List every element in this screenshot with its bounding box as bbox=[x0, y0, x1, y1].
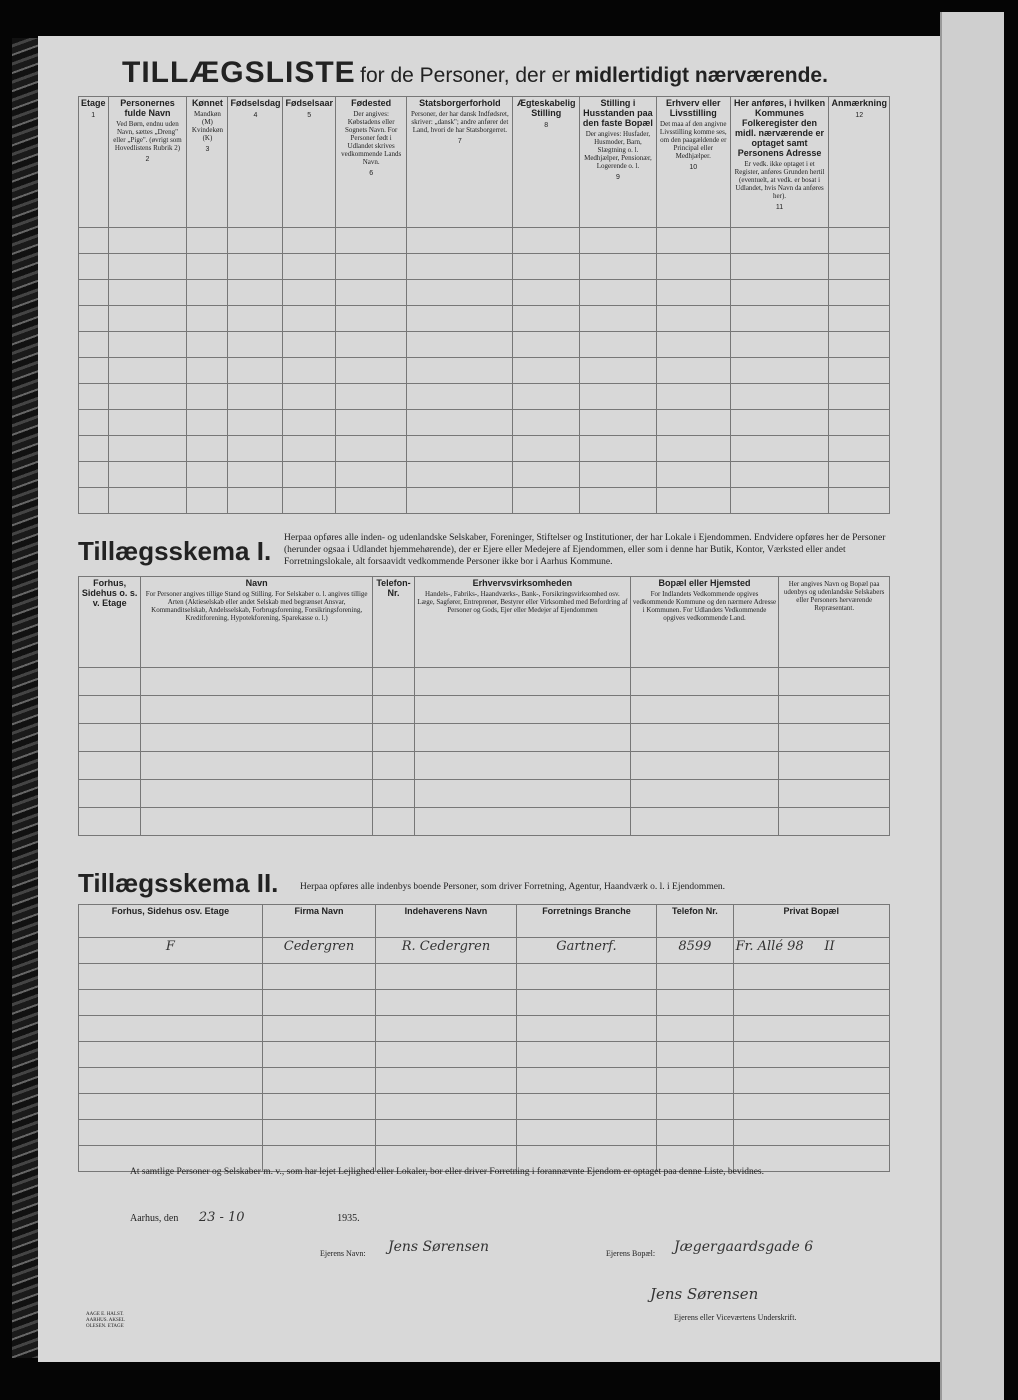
skema1-title: Tillægsskema I. bbox=[78, 536, 272, 566]
skema2-row bbox=[79, 1016, 890, 1042]
list-row bbox=[79, 254, 890, 280]
cell-bopael: Fr. Allé 98 II bbox=[733, 938, 889, 964]
skema1-header: Erhvervsvirksomheden Handels-, Fabriks-, Haandværks-, Bank-, Forsikringsvirksomhed osv. Læge, Sagfører, Entreprenør, Bestyrer eller Virksomhed med Befordring af Personer og Gods, Ejer eller Medejer af Ejendommen bbox=[415, 577, 631, 668]
list-header: Statsborgerforhold Personer, der har dansk Indfødsret, skriver: „dansk"; andre anfører det Land, hvori de har Statsborgerret. 7 bbox=[407, 97, 513, 228]
skema2-header: Indehaverens Navn bbox=[376, 905, 517, 938]
skema2-row bbox=[79, 938, 890, 964]
list-header: Fødselsaar 5 bbox=[283, 97, 336, 228]
skema1-header: Navn For Personer angives tillige Stand og Stilling. For Selskaber o. l. angives tillige Arten (Aktieselskab eller andet Selskab med begrænset Ansvar, Kommanditselskab, Andelsselskab, Forbrugsforening, Forsikringsforening, Kreditforening, Hypotekforening, Sparekasse o. l.) bbox=[141, 577, 373, 668]
list-row bbox=[79, 488, 890, 514]
signature-label: Ejerens eller Viceværtens Underskrift. bbox=[674, 1313, 797, 1322]
list-row bbox=[79, 384, 890, 410]
printer-mark: AAGE E. HALST. AARHUS. AKSEL OLESEN. ETAGE bbox=[86, 1312, 125, 1329]
skema1-row bbox=[79, 724, 890, 752]
skema2-header: Firma Navn bbox=[262, 905, 375, 938]
owner-name: Jens Sørensen bbox=[388, 1239, 490, 1255]
list-row bbox=[79, 410, 890, 436]
list-header: Etage 1 bbox=[79, 97, 109, 228]
skema2-row bbox=[79, 1068, 890, 1094]
list-row bbox=[79, 228, 890, 254]
skema1-row bbox=[79, 668, 890, 696]
skema2-header: Forretnings Branche bbox=[516, 905, 656, 938]
skema1-row bbox=[79, 808, 890, 836]
list-row bbox=[79, 332, 890, 358]
owner-address: Jægergaardsgade 6 bbox=[674, 1239, 814, 1255]
cell-telefon: 8599 bbox=[657, 938, 733, 964]
skema1-table bbox=[78, 576, 890, 836]
list-row bbox=[79, 436, 890, 462]
cell-indehaver: R. Cedergren bbox=[376, 938, 517, 964]
cell-firma: Cedergren bbox=[262, 938, 375, 964]
binding bbox=[12, 38, 38, 1358]
list-header: Ægteskabelig Stilling 8 bbox=[513, 97, 580, 228]
cell-etage: F bbox=[79, 938, 263, 964]
skema1-header: Bopæl eller Hjemsted For Indlandets Vedkommende opgives vedkommende Kommune og den nærmere Adresse i Kommunen. For Udlandets Vedkommende opgives vedkommende Land. bbox=[630, 577, 779, 668]
list-row bbox=[79, 280, 890, 306]
list-header: Stilling i Husstanden paa den faste Bopæl Der angives: Husfader, Husmoder, Barn, Slægtning o. l. Medhjælper, Pensionær, Logerende o. l. 9 bbox=[580, 97, 657, 228]
skema1-header: Her angives Navn og Bopæl paa udenbys og udenlandske Selskabers eller Personers herværende Repræsentant. bbox=[779, 577, 890, 668]
skema1-note: Herpaa opføres alle inden- og udenlandske Selskaber, Foreninger, Stiftelser og Institutioner, der har Lokale i Ejendommen. Endvidere opføres her de Personer (herunder ogsaa i Udlandet hjemmehørende), der er Ejere eller Medejere af Ejendommen, eller som i denne har Butik, Kontor, Værksted eller andet Forretningslokale, alt forsaavidt vedkommende Personer ikke bor i Aarhus Kommune. bbox=[284, 533, 886, 567]
skema1-row bbox=[79, 752, 890, 780]
skema1-header: Telefon-Nr. bbox=[372, 577, 414, 668]
list-header: Her anføres, i hvilken Kommunes Folkeregister den midl. nærværende er optaget samt Personens Adresse Er vedk. ikke optaget i et Register, anføres Grunden hertil (eventuelt, at vedk. er bosat i Udlandet, hvis Navn da anføres her). 11 bbox=[730, 97, 829, 228]
list-row bbox=[79, 306, 890, 332]
skema2-header: Forhus, Sidehus osv. Etage bbox=[79, 905, 263, 938]
skema2-note: Herpaa opføres alle indenbys boende Personer, som driver Forretning, Agentur, Haandværk o. l. i Ejendommen. bbox=[300, 882, 726, 892]
list-header: Fødselsdag 4 bbox=[228, 97, 283, 228]
list-header: Erhverv eller Livsstilling Det maa af den angivne Livsstilling komme ses, om den paagældende er Principal eller Medhjælper. 10 bbox=[656, 97, 730, 228]
page-title: TILLÆGSLISTE for de Personer, der er midlertidigt nærværende. bbox=[122, 56, 828, 89]
skema2-row bbox=[79, 964, 890, 990]
list-header: Personernes fulde Navn Ved Børn, endnu uden Navn, sættes „Dreng" eller „Pige". (øvrigt som Hovedlistens Rubrik 2) 2 bbox=[108, 97, 187, 228]
skema2-row bbox=[79, 1042, 890, 1068]
owner-label: Ejerens Navn: bbox=[320, 1249, 366, 1258]
address-label: Ejerens Bopæl: bbox=[606, 1249, 656, 1258]
skema2-row bbox=[79, 1120, 890, 1146]
list-table bbox=[78, 96, 890, 514]
skema1-row bbox=[79, 780, 890, 808]
footer-date-line: Aarhus, den 23 - 10 1935. bbox=[130, 1210, 360, 1225]
skema2-row bbox=[79, 990, 890, 1016]
skema2-header: Telefon Nr. bbox=[657, 905, 733, 938]
form-page bbox=[38, 36, 940, 1362]
footer-statement: At samtlige Personer og Selskaber m. v., som har lejet Lejlighed eller Lokaler, bor eller driver Forretning i forannævnte Ejendom er optaget paa denne Liste, bevidnes. bbox=[130, 1167, 764, 1177]
skema1-row bbox=[79, 696, 890, 724]
signature: Jens Sørensen bbox=[650, 1285, 759, 1303]
skema2-row bbox=[79, 1094, 890, 1120]
skema2-table bbox=[78, 904, 890, 1172]
list-header: Kønnet Mandkøn (M) Kvindekøn (K) 3 bbox=[187, 97, 228, 228]
list-header: Fødested Der angives: Købstadens eller Sognets Navn. For Personer født i Udlandet skrives vedkommende Lands Navn. 6 bbox=[336, 97, 407, 228]
skema2-title: Tillægsskema II. bbox=[78, 868, 279, 898]
list-row bbox=[79, 358, 890, 384]
cell-branche: Gartnerf. bbox=[516, 938, 656, 964]
skema2-header: Privat Bopæl bbox=[733, 905, 889, 938]
list-row bbox=[79, 462, 890, 488]
list-header: Anmærkning 12 bbox=[829, 97, 890, 228]
skema1-header: Forhus, Sidehus o. s. v. Etage bbox=[79, 577, 141, 668]
facing-page bbox=[940, 12, 1004, 1400]
